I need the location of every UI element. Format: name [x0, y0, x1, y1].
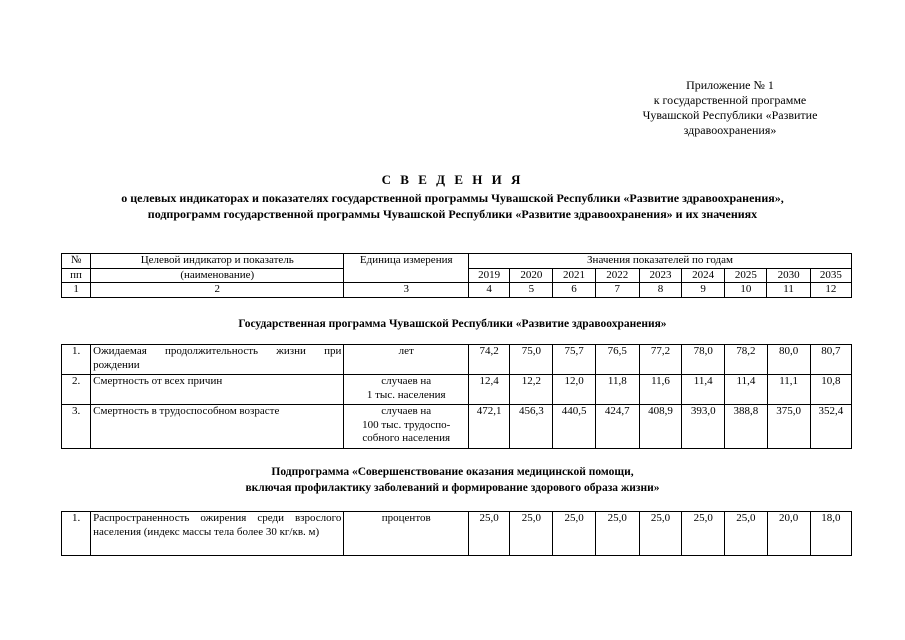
row-value: 10,8	[810, 375, 851, 405]
row-value: 75,0	[510, 345, 553, 375]
row-num: 1.	[62, 512, 91, 556]
appendix-line: здравоохранения»	[683, 123, 777, 137]
header-year: 2035	[810, 268, 851, 283]
header-values-by-year: Значения показателей по годам	[469, 254, 852, 269]
header-year: 2025	[725, 268, 767, 283]
row-indicator: Ожидаемая продолжительность жизни при рождении	[91, 345, 344, 375]
row-value: 11,1	[767, 375, 810, 405]
row-unit: лет	[344, 345, 469, 375]
row-value: 25,0	[682, 512, 725, 556]
row-value: 77,2	[639, 345, 681, 375]
row-value: 80,7	[810, 345, 851, 375]
header-indicator: Целевой индикатор и показатель	[91, 254, 344, 269]
row-value: 424,7	[595, 405, 639, 449]
row-value: 25,0	[553, 512, 595, 556]
appendix-line: к государственной программе	[653, 93, 807, 107]
header-year: 2022	[595, 268, 639, 283]
row-unit-line: случаев на	[381, 405, 432, 417]
row-unit-line: 1 тыс. населения	[366, 388, 446, 401]
row-value: 11,4	[682, 375, 725, 405]
section-title-line: Подпрограмма «Совершенствование оказания медицинской помощи,	[271, 466, 634, 478]
row-value: 80,0	[767, 345, 810, 375]
col-number: 2	[91, 283, 344, 298]
row-value: 11,6	[639, 375, 681, 405]
row-value: 456,3	[510, 405, 553, 449]
appendix-line: Чувашской Республики «Развитие	[642, 108, 818, 122]
row-unit	[344, 375, 469, 405]
row-value: 11,4	[725, 375, 767, 405]
document-subtitle-line: подпрограмм государственной программы Чувашской Республики «Развитие здравоохранения» и их значениях	[147, 207, 758, 221]
col-number: 3	[344, 283, 469, 298]
row-value: 393,0	[682, 405, 725, 449]
document-subtitle-line: о целевых индикаторах и показателях государственной программы Чувашской Республики «Развитие здравоохранения»,	[121, 191, 784, 205]
row-value: 74,2	[469, 345, 510, 375]
document-heading: С В Е Д Е Н И Я	[381, 172, 524, 187]
table-row	[62, 405, 852, 449]
col-number: 9	[682, 283, 725, 298]
row-value: 408,9	[639, 405, 681, 449]
header-num: №	[62, 254, 91, 269]
appendix-line: Приложение № 1	[686, 78, 774, 92]
header-indicator-sub: (наименование)	[91, 268, 344, 283]
row-unit-line: случаев на	[381, 375, 432, 387]
section2-table	[61, 511, 852, 556]
header-year: 2019	[469, 268, 510, 283]
row-num: 1.	[62, 345, 91, 375]
row-value: 20,0	[767, 512, 810, 556]
row-value: 12,2	[510, 375, 553, 405]
row-value: 76,5	[595, 345, 639, 375]
section-title-line: включая профилактику заболеваний и формирование здорового образа жизни»	[245, 482, 660, 494]
row-value: 12,4	[469, 375, 510, 405]
header-year: 2030	[767, 268, 810, 283]
row-value: 440,5	[553, 405, 595, 449]
table-row	[62, 345, 852, 375]
row-indicator: Смертность в трудоспособном возрасте	[91, 405, 344, 449]
col-number: 11	[767, 283, 810, 298]
row-value: 78,2	[725, 345, 767, 375]
col-number: 7	[595, 283, 639, 298]
header-unit: Единица измерения	[344, 254, 469, 283]
row-num: 2.	[62, 375, 91, 405]
appendix-block	[600, 78, 860, 138]
col-number: 5	[510, 283, 553, 298]
row-value: 75,7	[553, 345, 595, 375]
col-number: 6	[553, 283, 595, 298]
col-number: 1	[62, 283, 91, 298]
header-year: 2020	[510, 268, 553, 283]
table-row	[62, 512, 852, 556]
row-value: 25,0	[725, 512, 767, 556]
header-year: 2021	[553, 268, 595, 283]
row-unit-line: 100 тыс. трудоспо-	[362, 418, 451, 431]
row-unit-line: собного населения	[362, 432, 451, 444]
row-value: 25,0	[469, 512, 510, 556]
col-number: 4	[469, 283, 510, 298]
row-indicator: Смертность от всех причин	[91, 375, 344, 405]
table-row	[62, 375, 852, 405]
row-value: 472,1	[469, 405, 510, 449]
row-value: 18,0	[810, 512, 851, 556]
row-value: 352,4	[810, 405, 851, 449]
row-value: 78,0	[682, 345, 725, 375]
row-unit	[344, 405, 469, 449]
section-title	[0, 464, 905, 496]
row-value: 12,0	[553, 375, 595, 405]
header-year: 2023	[639, 268, 681, 283]
header-year: 2024	[682, 268, 725, 283]
row-value: 25,0	[595, 512, 639, 556]
row-unit: процентов	[344, 512, 469, 556]
row-value: 388,8	[725, 405, 767, 449]
row-indicator: Распространенность ожирения среди взрослого населения (индекс массы тела более 30 кг/кв. м)	[91, 512, 344, 556]
col-number: 10	[725, 283, 767, 298]
section1-table	[61, 344, 852, 449]
header-table	[61, 253, 852, 298]
row-value: 11,8	[595, 375, 639, 405]
row-value: 25,0	[639, 512, 681, 556]
row-num: 3.	[62, 405, 91, 449]
col-number: 12	[810, 283, 851, 298]
col-number: 8	[639, 283, 681, 298]
row-value: 25,0	[510, 512, 553, 556]
header-num-sub: пп	[62, 268, 91, 283]
row-value: 375,0	[767, 405, 810, 449]
section-title: Государственная программа Чувашской Республики «Развитие здравоохранения»	[238, 318, 667, 330]
